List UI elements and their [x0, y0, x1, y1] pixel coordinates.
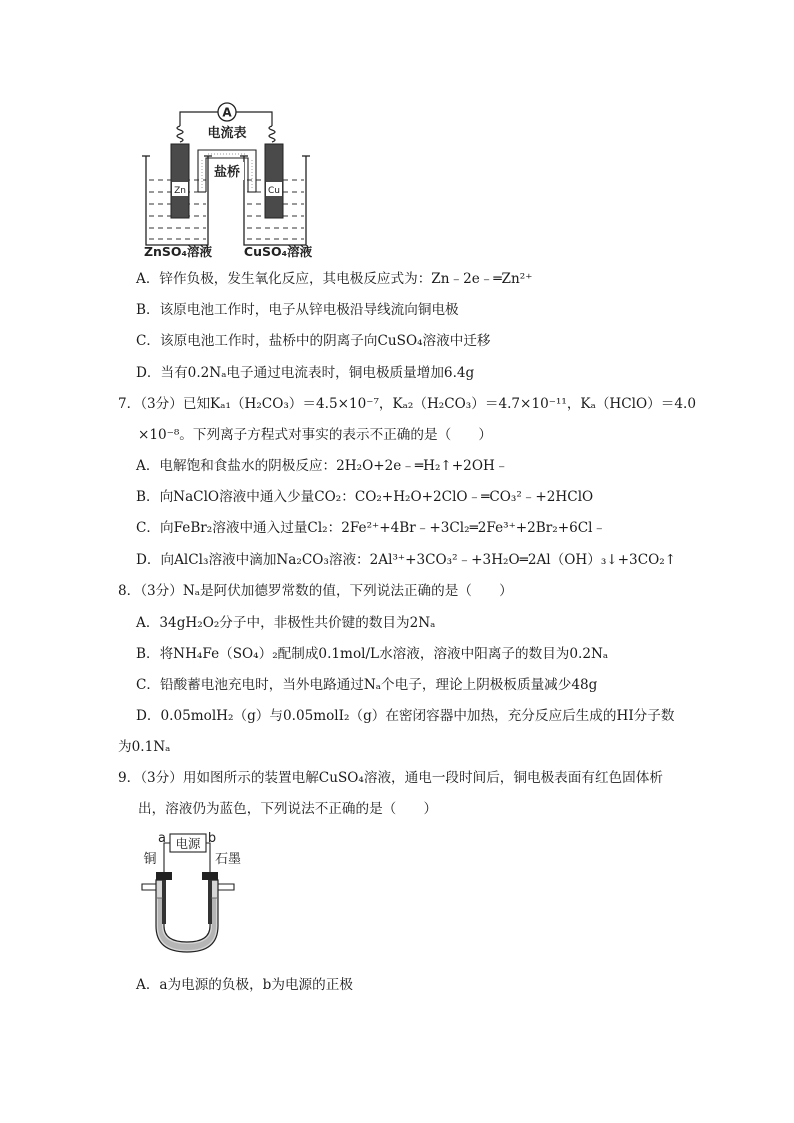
q6-option-a: A．锌作负极，发生氧化反应，其电极反应式为：Zn﹣2e﹣═Zn²⁺ [136, 271, 533, 287]
cu-electrode [265, 144, 283, 218]
copper-electrode-label: 铜 [143, 852, 157, 867]
ammeter-icon [218, 103, 236, 121]
q9-stem-line2: 出，溶液仍为蓝色，下列说法不正确的是（ ） [138, 801, 438, 817]
q7-stem-line1: 7．（3分）已知Kₐ₁（H₂CO₃）＝4.5×10⁻⁷，Kₐ₂（H₂CO₃）＝4.7×10⁻¹¹，Kₐ（HClO）＝4.0 [118, 396, 696, 412]
q6-option-b: B．该原电池工作时，电子从锌电极沿导线流向铜电极 [136, 302, 459, 318]
q9-option-a: A．a为电源的负极，b为电源的正极 [136, 977, 353, 993]
zn-electrode-label: Zn [174, 186, 186, 196]
terminal-b-label: b [207, 831, 217, 846]
q6-option-d: D．当有0.2Nₐ电子通过电流表时，铜电极质量增加6.4g [136, 365, 475, 381]
q7-option-d: D．向AlCl₃溶液中滴加Na₂CO₃溶液：2Al³⁺+3CO₃²﹣+3H₂O═2Al（OH）₃↓+3CO₂↑ [136, 552, 677, 568]
q7-option-c: C．向FeBr₂溶液中通入过量Cl₂：2Fe²⁺+4Br﹣+3Cl₂═2Fe³⁺+2Br₂+6Cl﹣ [136, 520, 607, 536]
power-source [170, 834, 206, 852]
q6-option-c: C．该原电池工作时，盐桥中的阴离子向CuSO₄溶液中迁移 [136, 333, 491, 349]
q7-option-b: B．向NaClO溶液中通入少量CO₂：CO₂+H₂O+2ClO﹣═CO₃²﹣+2HClO [136, 489, 594, 505]
salt-bridge-label: 盐桥 [213, 165, 241, 180]
q8-stem: 8．（3分）Nₐ是阿伏加德罗常数的值，下列说法正确的是（ ） [118, 583, 513, 599]
ammeter-label: 电流表 [207, 126, 247, 141]
q8-option-d-line2: 为0.1Nₐ [118, 739, 171, 755]
terminal-a-label: a [158, 831, 166, 846]
cu-electrode-label: Cu [268, 186, 280, 196]
q8-option-d-line1: D．0.05molH₂（g）与0.05molI₂（g）在密闭容器中加热，充分反应后生成的HI分子数 [136, 708, 675, 724]
ammeter-symbol: A [222, 105, 232, 120]
q7-option-a: A．电解饱和食盐水的阴极反应：2H₂O+2e﹣═H₂↑+2OH﹣ [136, 458, 509, 474]
q7-stem-line2: ×10⁻⁸。下列离子方程式对事实的表示不正确的是（ ） [138, 427, 492, 443]
cuso4-solution-label: CuSO₄溶液 [243, 244, 313, 259]
q9-stem-line1: 9．（3分）用如图所示的装置电解CuSO₄溶液，通电一段时间后，铜电极表面有红色固体析 [118, 770, 663, 786]
zn-electrode [171, 144, 189, 218]
q8-option-b: B．将NH₄Fe（SO₄）₂配制成0.1mol/L水溶液，溶液中阳离子的数目为0.2Nₐ [136, 646, 609, 662]
power-source-label: 电源 [175, 836, 201, 851]
q8-option-a: A．34gH₂O₂分子中，非极性共价键的数目为2Nₐ [136, 615, 436, 631]
electrolysis-u-tube-figure [140, 828, 250, 958]
galvanic-cell-figure [140, 100, 330, 260]
znso4-solution-label: ZnSO₄溶液 [143, 244, 213, 259]
q8-option-c: C．铅酸蓄电池充电时，当外电路通过Nₐ个电子，理论上阴极板质量减少48g [136, 677, 598, 693]
graphite-electrode-label: 石墨 [214, 852, 242, 867]
